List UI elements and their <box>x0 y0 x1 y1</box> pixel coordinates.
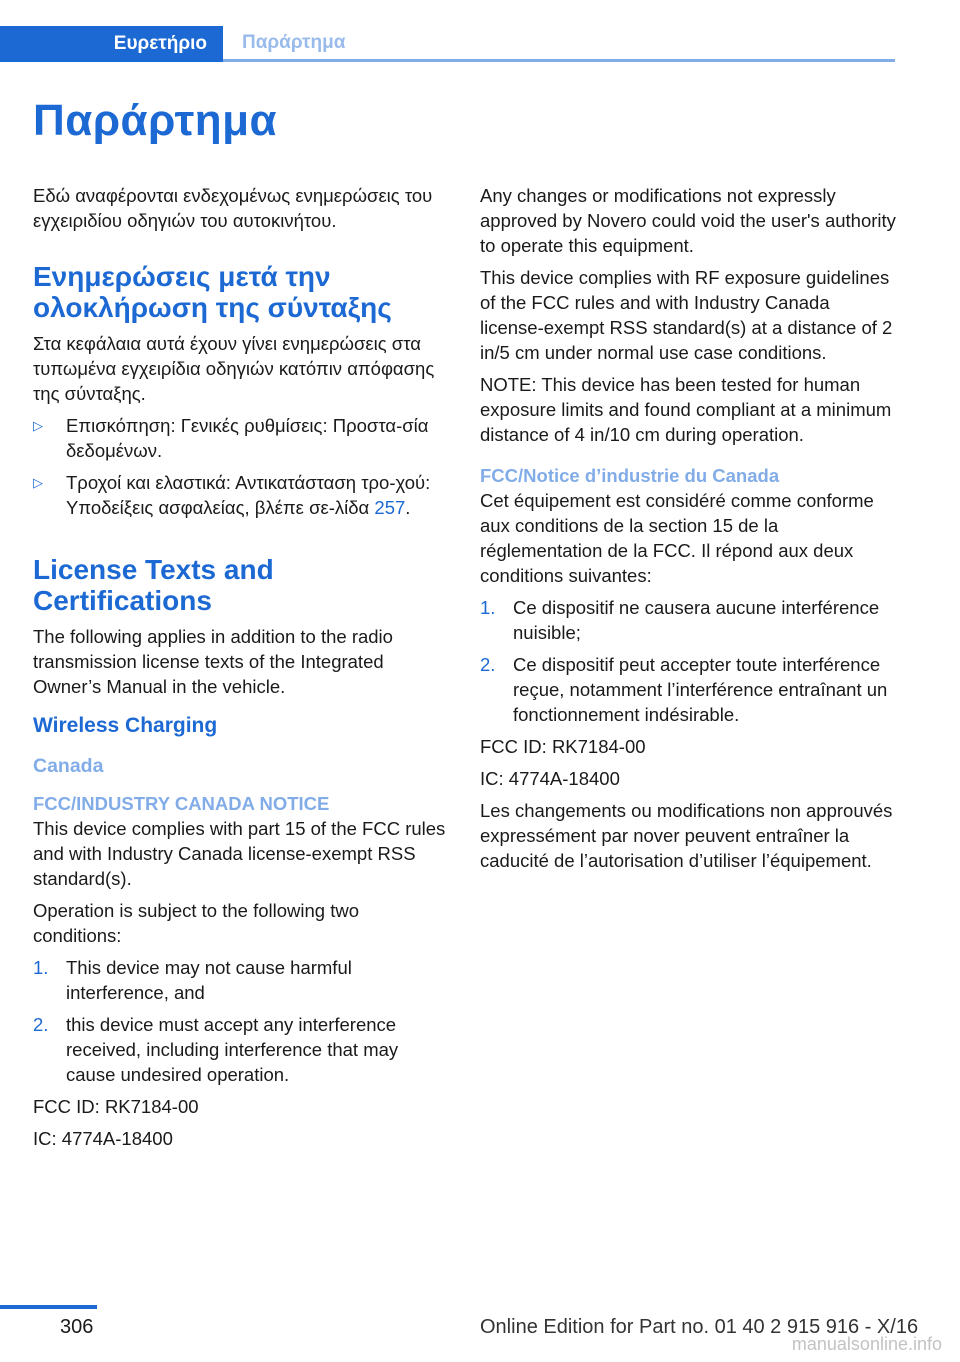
license-text: The following applies in addition to the radio transmission license texts of the Integrated Owner’s Manual in the vehicle. <box>33 626 393 697</box>
ic-number: IC: 4774A-18400 <box>33 1128 173 1149</box>
list-item <box>480 595 896 645</box>
tab-appendix[interactable]: Παράρτημα <box>242 31 346 53</box>
tab-index[interactable]: Ευρετήριο <box>0 26 223 62</box>
page-title: Παράρτημα <box>33 96 278 145</box>
bullet-text-main: Τροχοί και ελαστικά: Αντικατάσταση τρο-χού: Υποδείξεις ασφαλείας, βλέπε σε-λίδα <box>66 472 431 518</box>
bullet-text <box>66 470 451 520</box>
left-column <box>33 183 451 1158</box>
fcc-id: FCC ID: RK7184-00 <box>480 736 646 757</box>
list-text: Ce dispositif peut accepter toute interférence reçue, notamment l’interférence entraînant un fonctionnement indésirable. <box>513 654 888 725</box>
list-number: 2. <box>33 1014 49 1035</box>
bullet-text-end: . <box>405 497 411 518</box>
fr-text: Cet équipement est considéré comme conforme aux conditions de la section 15 de la réglementation de la FCC. Il répond aux deux conditions suivantes: <box>480 490 874 586</box>
operation-text: Operation is subject to the following two conditions: <box>33 900 359 946</box>
bullet-item <box>33 413 451 463</box>
list-number: 1. <box>480 597 496 618</box>
fcc-heading: FCC/INDUSTRY CANADA NOTICE <box>33 793 330 814</box>
note-text: NOTE: This device has been tested for human exposure limits and found compliant at a minimum distance of 4 in/10 cm during operation. <box>480 374 892 445</box>
triangle-bullet-icon: ▷ <box>33 475 43 490</box>
fr-closing-text: Les changements ou modifications non approuvés expressément par nover peuvent entraîner la caducité de l’autorisation d’utiliser l’équipement. <box>480 800 893 871</box>
list-text: this device must accept any interference received, including interference that may cause undesired operation. <box>66 1014 399 1085</box>
list-text: This device may not cause harmful interference, and <box>66 957 352 1003</box>
canada-heading: Canada <box>33 755 104 777</box>
updates-text: Στα κεφάλαια αυτά έχουν γίνει ενημερώσεις στα τυπωμένα εγχειρίδια οδηγιών κατόπιν απόφασης της σύνταξης. <box>33 333 435 404</box>
page-number: 306 <box>60 1316 94 1338</box>
list-number: 2. <box>480 654 496 675</box>
page-link[interactable]: 257 <box>374 497 406 518</box>
modifications-text: Any changes or modifications not expressly approved by Novero could void the user's authority to operate this equipment. <box>480 185 896 256</box>
fcc-id: FCC ID: RK7184-00 <box>33 1096 199 1117</box>
ic-number: IC: 4774A-18400 <box>480 768 620 789</box>
page-number-bar <box>0 1305 97 1309</box>
list-item <box>33 955 451 1005</box>
updates-heading: Ενημερώσεις μετά την ολοκλήρωση της σύνταξης <box>33 261 392 323</box>
bullet-item <box>33 470 451 520</box>
watermark: manualsonline.info <box>791 1334 942 1354</box>
header-rule <box>0 59 895 62</box>
list-item <box>33 1012 451 1087</box>
fr-heading: FCC/Notice d’industrie du Canada <box>480 465 780 486</box>
rf-exposure-text: This device complies with RF exposure guidelines of the FCC rules and with Industry Canada license-exempt RSS standard(s) at a distance of 2 in/5 cm under normal use case conditions. <box>480 267 893 363</box>
bullet-text: Επισκόπηση: Γενικές ρυθμίσεις: Προστα-σία δεδομένων. <box>66 415 429 461</box>
header-tabs <box>0 26 895 62</box>
edition-text: Online Edition for Part no. 01 40 2 915 916 - X/16 <box>480 1316 919 1338</box>
intro-text: Εδώ αναφέρονται ενδεχομένως ενημερώσεις του εγχειριδίου οδηγιών του αυτοκινήτου. <box>33 185 433 231</box>
license-heading: License Texts and Certifications <box>33 554 274 616</box>
fcc-text: This device complies with part 15 of the FCC rules and with Industry Canada license-exempt RSS standard(s). <box>33 818 446 889</box>
triangle-bullet-icon: ▷ <box>33 418 43 433</box>
right-column <box>480 183 896 880</box>
list-item <box>480 652 896 727</box>
list-number: 1. <box>33 957 49 978</box>
wireless-heading: Wireless Charging <box>33 714 218 737</box>
list-text: Ce dispositif ne causera aucune interférence nuisible; <box>513 597 880 643</box>
